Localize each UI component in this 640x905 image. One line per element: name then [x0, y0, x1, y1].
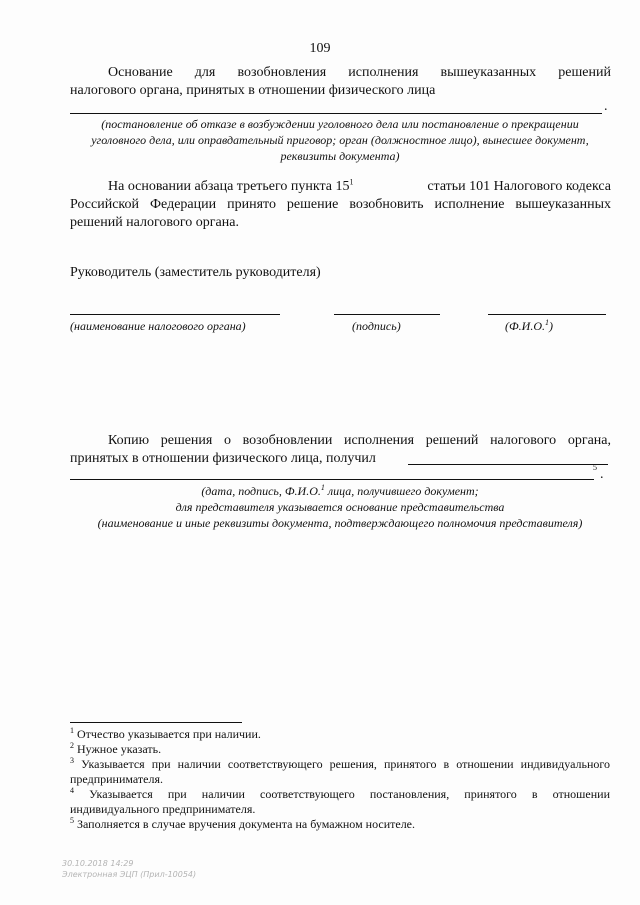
footnote-number: 2	[70, 741, 74, 750]
footnote-4-line-1	[70, 786, 610, 802]
footnote-number: 1	[70, 726, 74, 735]
head-title: Руководитель (заместитель руководителя)	[70, 265, 321, 280]
basis-period: .	[604, 99, 608, 114]
footnote-ref-1: 1	[320, 483, 325, 492]
basis-hint-2: уголовного дела, или оправдательный приговор; орган (должностное лицо), вынесшее документ,	[91, 133, 589, 147]
footnote-text: Указывается при наличии соответствующего решения, принятого в отношении индивидуального	[81, 757, 611, 771]
org-name-line	[70, 314, 280, 315]
copy-period: .	[600, 467, 604, 482]
footnote-text: Нужное указать.	[77, 742, 162, 756]
copy-line-1: Копию решения о возобновлении исполнения решений налогового органа,	[108, 433, 611, 448]
basis-line-1: Основание для возобновления исполнения вышеуказанных решений	[108, 65, 611, 80]
footnote-number: 5	[70, 816, 74, 825]
fio-caption: (Ф.И.О.$^1$)	[505, 318, 553, 333]
basis-hint-1: (постановление об отказе в возбуждении уголовного дела или постановление о прекращении	[101, 117, 579, 131]
electronic-stamp	[62, 858, 196, 880]
page-number: 109	[309, 41, 331, 56]
copy-line-2: принятых в отношении физического лица, получил	[70, 451, 376, 466]
footnote-1	[70, 726, 611, 742]
recipient-fill-line	[408, 464, 608, 465]
footnote-5	[70, 816, 611, 832]
footnote-separator	[70, 722, 242, 723]
footnote-text: Отчество указывается при наличии.	[77, 727, 261, 741]
decision-text-part-1: На основании абзаца третьего пункта $15^1$	[108, 177, 354, 194]
footnote-text: Заполняется в случае вручения документа на бумажном носителе.	[77, 817, 416, 831]
basis-fill-line	[70, 113, 602, 114]
footnote-ref-5: 5	[593, 463, 597, 472]
fio-line	[488, 314, 606, 315]
basis-hint-3: реквизиты документа)	[280, 149, 400, 163]
footnote-2	[70, 741, 611, 757]
decision-line-2: Российской Федерации принято решение возобновить исполнение вышеуказанных	[70, 197, 611, 212]
footnote-number: 4	[70, 786, 74, 795]
footnote-3-line-1	[70, 756, 610, 772]
basis-line-2: налогового органа, принятых в отношении физического лица	[70, 83, 436, 98]
decision-line-1	[108, 178, 611, 196]
footnote-number: 3	[70, 756, 74, 765]
copy-hint-3: (наименование и иные реквизиты документа, подтверждающего полномочия представителя)	[97, 516, 583, 530]
footnote-text: Указывается при наличии соответствующего постановления, принятого в отношении	[89, 787, 610, 801]
footnote-ref-1: 1	[349, 177, 354, 187]
copy-hint-1: (дата, подпись, Ф.И.О.$^1$ лица, получившего документ;	[201, 483, 479, 498]
stamp-line-2: Электронная ЭЦП (Прил-10054)	[62, 870, 197, 879]
footnote-4-line-2: индивидуального предпринимателя.	[70, 802, 256, 816]
org-name-caption: (наименование налогового органа)	[70, 319, 246, 333]
signature-line	[334, 314, 440, 315]
footnote-ref-1: 1	[544, 318, 549, 327]
decision-line-3: решений налогового органа.	[70, 215, 239, 230]
decision-text-part-2: статьи 101 Налогового кодекса	[427, 179, 611, 194]
copy-hint-2: для представителя указывается основание представительства	[175, 500, 505, 514]
footnote-3-line-2: предпринимателя.	[70, 772, 163, 786]
signature-caption: (подпись)	[352, 319, 401, 333]
stamp-line-1: 30.10.2018 14:29	[62, 859, 134, 868]
copy-fill-line	[70, 479, 594, 480]
